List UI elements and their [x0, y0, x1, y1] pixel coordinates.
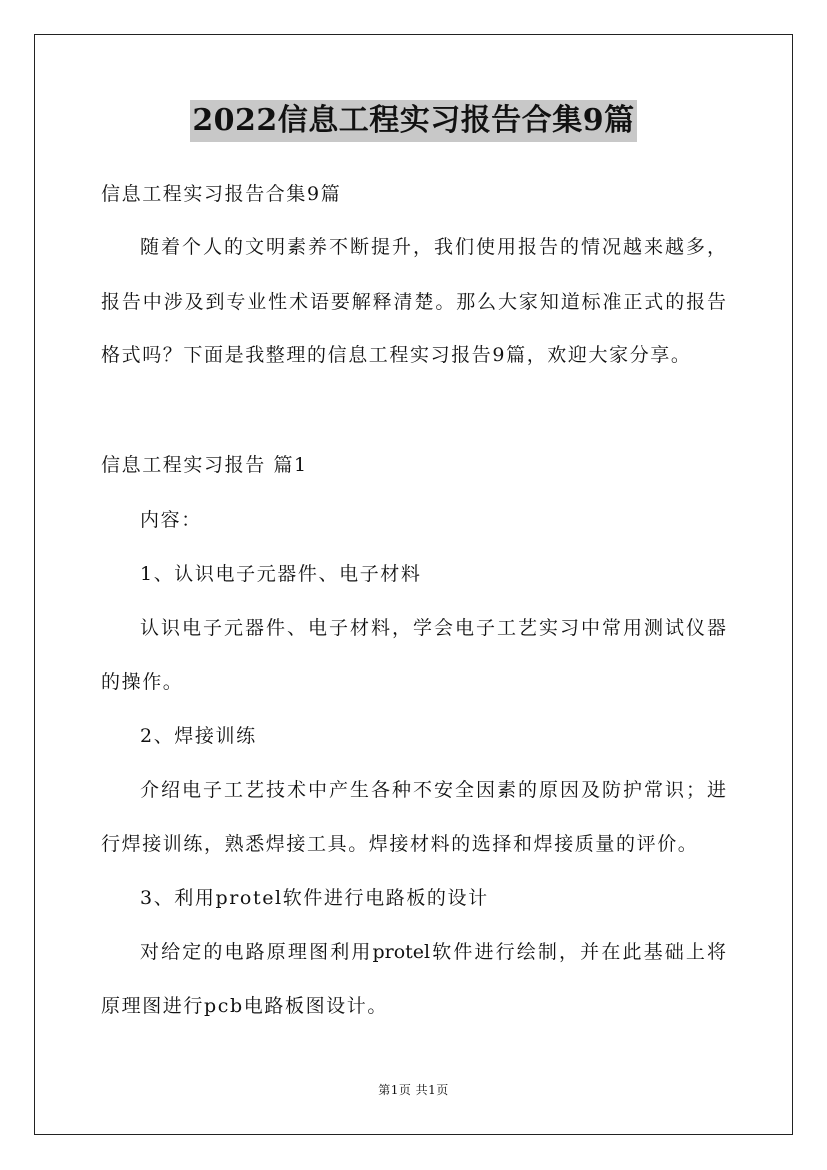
document-title: 2022信息工程实习报告合集9篇 — [190, 100, 636, 142]
intro-line-3: 格式吗？下面是我整理的信息工程实习报告9篇，欢迎大家分享。 — [101, 344, 692, 366]
intro-line-1: 随着个人的文明素养不断提升，我们使用报告的情况越来越多， — [140, 236, 726, 258]
section-heading: 信息工程实习报告 篇1 — [101, 454, 308, 476]
intro-line-2: 报告中涉及到专业性术语要解释清楚。那么大家知道标准正式的报告 — [101, 291, 726, 313]
content-label: 内容： — [140, 509, 202, 531]
page-footer: 第1页 共1页 — [378, 1083, 449, 1097]
item3-line-2: 原理图进行pcb电路板图设计。 — [101, 995, 388, 1017]
title-container — [0, 100, 827, 142]
item1-line-2: 的操作。 — [101, 671, 184, 693]
item3-heading: 3、利用protel软件进行电路板的设计 — [140, 887, 489, 909]
item2-line-1: 介绍电子工艺技术中产生各种不安全因素的原因及防护常识；进 — [140, 779, 726, 801]
item1-heading: 1、认识电子元器件、电子材料 — [140, 563, 422, 585]
item2-heading: 2、焊接训练 — [140, 725, 257, 747]
item2-line-2: 行焊接训练，熟悉焊接工具。焊接材料的选择和焊接质量的评价。 — [101, 833, 699, 855]
document-subtitle: 信息工程实习报告合集9篇 — [101, 183, 342, 205]
item1-line-1: 认识电子元器件、电子材料，学会电子工艺实习中常用测试仪器 — [140, 617, 726, 639]
item3-line-1: 对给定的电路原理图利用protel软件进行绘制，并在此基础上将 — [140, 941, 726, 963]
